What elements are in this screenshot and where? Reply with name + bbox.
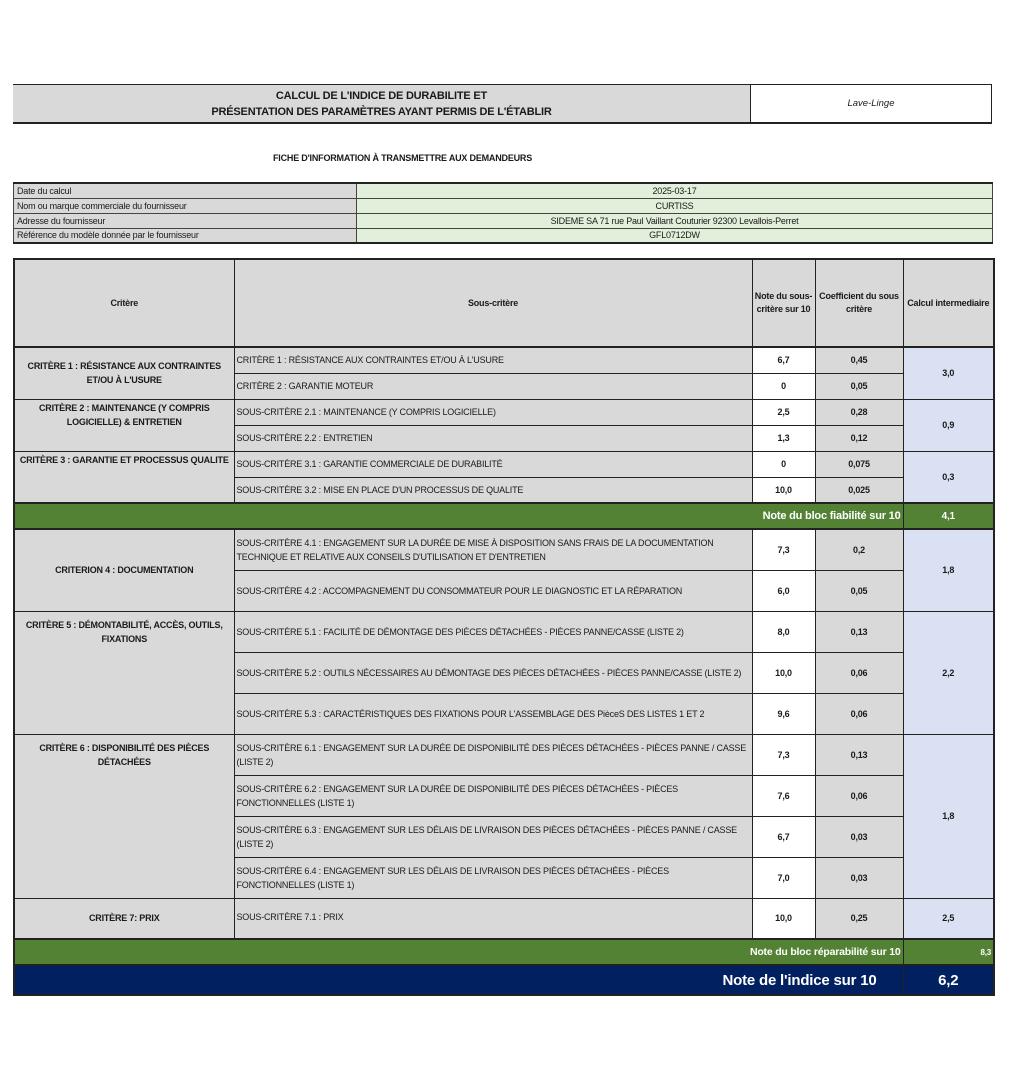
sub-criterion-note: 0	[752, 451, 815, 477]
criterion-label: CRITÈRE 2 : MAINTENANCE (Y COMPRIS LOGICIELLE) & ENTRETIEN	[14, 399, 234, 451]
criterion-label: CRITÈRE 7: PRIX	[14, 898, 234, 939]
sub-criterion-label: SOUS-CRITÈRE 2.2 : ENTRETIEN	[234, 425, 752, 451]
document-title	[13, 85, 751, 122]
sub-criterion-coefficient: 0,12	[815, 425, 903, 451]
sub-criterion-label: SOUS-CRITÈRE 6.2 : ENGAGEMENT SUR LA DURÉE DE DISPONIBILITÉ DES PIÈCES DÉTACHÉES - PIÈCES FONCTIONNELLES (LISTE 1)	[234, 775, 752, 816]
table-row	[14, 451, 994, 477]
sub-criterion-note: 6,7	[752, 816, 815, 857]
sub-criterion-label: SOUS-CRITÈRE 2.1 : MAINTENANCE (Y COMPRIS LOGICIELLE)	[234, 399, 752, 425]
criterion-calcul: 3,0	[903, 347, 994, 399]
column-header-coefficient: Coefficient du sous critère	[815, 259, 903, 347]
document-title-block	[13, 84, 992, 124]
sub-criterion-coefficient: 0,06	[815, 775, 903, 816]
reparabilite-value: 8,3	[903, 939, 994, 965]
sub-criterion-label: SOUS-CRITÈRE 5.3 : CARACTÉRISTIQUES DES FIXATIONS POUR L'ASSEMBLAGE DES PièceS DES LISTES 1 ET 2	[234, 693, 752, 734]
title-line-2: PRÉSENTATION DES PARAMÈTRES AYANT PERMIS DE L'ÉTABLIR	[211, 105, 552, 118]
info-label: Référence du modèle donnée par le fournisseur	[14, 228, 357, 243]
sub-criterion-coefficient: 0,25	[815, 898, 903, 939]
index-value: 6,2	[903, 965, 994, 995]
table-row	[14, 734, 994, 775]
sub-criterion-note: 1,3	[752, 425, 815, 451]
title-line-1: CALCUL DE L'INDICE DE DURABILITE ET	[275, 89, 488, 102]
sub-criterion-label: SOUS-CRITÈRE 6.1 : ENGAGEMENT SUR LA DURÉE DE DISPONIBILITÉ DES PIÈCES DÉTACHÉES - PIÈCES PANNE / CASSE (LISTE 2)	[234, 734, 752, 775]
sub-criterion-label: SOUS-CRITÈRE 7.1 : PRIX	[234, 898, 752, 939]
info-row-brand	[14, 198, 993, 213]
info-label: Nom ou marque commerciale du fournisseur	[14, 198, 357, 213]
info-value: 2025-03-17	[357, 183, 993, 198]
sub-criterion-coefficient: 0,05	[815, 373, 903, 399]
sub-criterion-coefficient: 0,03	[815, 857, 903, 898]
sub-criterion-note: 10,0	[752, 652, 815, 693]
sub-criterion-label: SOUS-CRITÈRE 5.1 : FACILITÉ DE DÉMONTAGE DES PIÈCES DÉTACHÉES - PIÈCES PANNE/CASSE (LISTE 2)	[234, 611, 752, 652]
sub-criterion-note: 6,7	[752, 347, 815, 373]
column-header-critere: Critère	[14, 259, 234, 347]
info-label: Date du calcul	[14, 183, 357, 198]
criterion-label: CRITÈRE 1 : RÉSISTANCE AUX CONTRAINTES ET/OU À L'USURE	[14, 347, 234, 399]
criterion-calcul: 1,8	[903, 734, 994, 898]
sub-criterion-coefficient: 0,075	[815, 451, 903, 477]
info-value: SIDEME SA 71 rue Paul Vaillant Couturier 92300 Levallois-Perret	[357, 213, 993, 228]
sub-criterion-label: SOUS-CRITÈRE 6.4 : ENGAGEMENT SUR LES DÉLAIS DE LIVRAISON DES PIÈCES DÉTACHÉES - PIÈCES FONCTIONNELLES (LISTE 1)	[234, 857, 752, 898]
table-row	[14, 611, 994, 652]
criterion-calcul: 0,3	[903, 451, 994, 503]
sub-criterion-label: SOUS-CRITÈRE 4.2 : ACCOMPAGNEMENT DU CONSOMMATEUR POUR LE DIAGNOSTIC ET LA RÉPARATION	[234, 570, 752, 611]
criterion-calcul: 2,5	[903, 898, 994, 939]
sub-criterion-note: 10,0	[752, 898, 815, 939]
info-row-date	[14, 183, 993, 198]
info-label: Adresse du fournisseur	[14, 213, 357, 228]
criterion-label: CRITÈRE 3 : GARANTIE ET PROCESSUS QUALITE	[14, 451, 234, 503]
sub-criterion-coefficient: 0,025	[815, 477, 903, 503]
sub-criterion-note: 2,5	[752, 399, 815, 425]
column-header-sous-critere: Sous-critère	[234, 259, 752, 347]
fiabilite-block-row	[14, 503, 994, 529]
column-header-calcul: Calcul intermediaire	[903, 259, 994, 347]
sub-criterion-coefficient: 0,05	[815, 570, 903, 611]
sub-criterion-label: CRITÈRE 2 : GARANTIE MOTEUR	[234, 373, 752, 399]
table-row	[14, 347, 994, 373]
sub-criterion-coefficient: 0,06	[815, 693, 903, 734]
sub-criterion-label: SOUS-CRITÈRE 3.2 : MISE EN PLACE D'UN PROCESSUS DE QUALITE	[234, 477, 752, 503]
sub-criterion-note: 9,6	[752, 693, 815, 734]
sub-criterion-coefficient: 0,13	[815, 611, 903, 652]
supplier-info-table	[13, 182, 993, 244]
table-row	[14, 529, 994, 570]
sub-criterion-label: SOUS-CRITÈRE 6.3 : ENGAGEMENT SUR LES DÉLAIS DE LIVRAISON DES PIÈCES DÉTACHÉES - PIÈCES PANNE / CASSE (LISTE 2)	[234, 816, 752, 857]
sub-criterion-note: 0	[752, 373, 815, 399]
info-row-address	[14, 213, 993, 228]
durability-index-table	[13, 258, 995, 996]
sub-criterion-coefficient: 0,06	[815, 652, 903, 693]
sub-criterion-coefficient: 0,45	[815, 347, 903, 373]
sub-criterion-note: 7,6	[752, 775, 815, 816]
criterion-calcul: 1,8	[903, 529, 994, 611]
sub-criterion-note: 7,3	[752, 734, 815, 775]
sub-criterion-note: 10,0	[752, 477, 815, 503]
table-row	[14, 898, 994, 939]
document-subtitle: FICHE D'INFORMATION À TRANSMETTRE AUX DEMANDEURS	[273, 153, 533, 163]
index-label: Note de l'indice sur 10	[14, 965, 903, 995]
sub-criterion-coefficient: 0,03	[815, 816, 903, 857]
sub-criterion-label: SOUS-CRITÈRE 4.1 : ENGAGEMENT SUR LA DURÉE DE MISE À DISPOSITION SANS FRAIS DE LA DOCUMENTATION TECHNIQUE ET RELATIVE AUX CONSEILS D'UTILISATION ET D'ENTRETIEN	[234, 529, 752, 570]
sub-criterion-note: 7,3	[752, 529, 815, 570]
table-header-row	[14, 259, 994, 347]
sub-criterion-label: SOUS-CRITÈRE 5.2 : OUTILS NÉCESSAIRES AU DÉMONTAGE DES PIÈCES DÉTACHÉES - PIÈCES PANNE/CASSE (LISTE 2)	[234, 652, 752, 693]
sub-criterion-note: 8,0	[752, 611, 815, 652]
sub-criterion-label: CRITÈRE 1 : RÉSISTANCE AUX CONTRAINTES ET/OU À L'USURE	[234, 347, 752, 373]
product-type: Lave-Linge	[751, 85, 992, 122]
reparabilite-block-row	[14, 939, 994, 965]
info-value: GFL0712DW	[357, 228, 993, 243]
table-row	[14, 399, 994, 425]
column-header-note: Note du sous-critère sur 10	[752, 259, 815, 347]
criterion-calcul: 0,9	[903, 399, 994, 451]
info-row-model	[14, 228, 993, 243]
criterion-label: CRITERION 4 : DOCUMENTATION	[14, 529, 234, 611]
sub-criterion-note: 6,0	[752, 570, 815, 611]
fiabilite-label: Note du bloc fiabilité sur 10	[14, 503, 903, 529]
info-value: CURTISS	[357, 198, 993, 213]
sub-criterion-coefficient: 0,13	[815, 734, 903, 775]
criterion-label: CRITÈRE 6 : DISPONIBILITÉ DES PIÈCES DÉTACHÉES	[14, 734, 234, 898]
index-total-row	[14, 965, 994, 995]
sub-criterion-note: 7,0	[752, 857, 815, 898]
sub-criterion-coefficient: 0,2	[815, 529, 903, 570]
sub-criterion-label: SOUS-CRITÈRE 3.1 : GARANTIE COMMERCIALE DE DURABILITÉ	[234, 451, 752, 477]
criterion-label: CRITÈRE 5 : DÉMONTABILITÉ, ACCÈS, OUTILS, FIXATIONS	[14, 611, 234, 734]
criterion-calcul: 2,2	[903, 611, 994, 734]
fiabilite-value: 4,1	[903, 503, 994, 529]
sub-criterion-coefficient: 0,28	[815, 399, 903, 425]
reparabilite-label: Note du bloc réparabilité sur 10	[14, 939, 903, 965]
